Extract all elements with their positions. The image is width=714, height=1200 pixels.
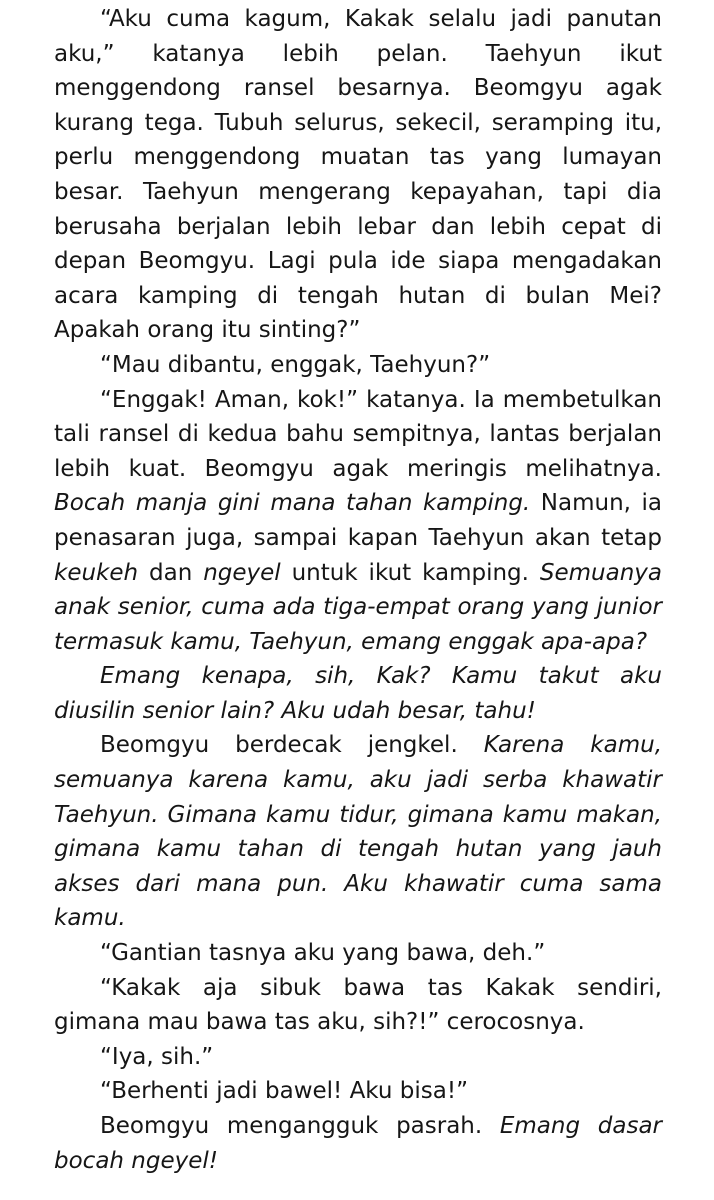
paragraph-5 [54,728,662,936]
italic-text-run: Bocah manja gini mana tahan kamping. [54,490,531,517]
text-run: “Gantian tasnya aku yang bawa, deh.” [100,940,546,967]
text-run: “Berhenti jadi bawel! Aku bisa!” [100,1078,469,1105]
italic-text-run: keukeh [54,559,139,586]
text-run: Beomgyu berdecak jengkel. [100,732,484,759]
italic-text-run: Karena kamu, semuanya karena kamu, aku jadi serba khawatir Taehyun. Gimana kamu tidur, gimana kamu makan, gimana kamu tahan di tengah hutan yang jauh akses dari mana pun. Aku khawatir cuma sama kamu. [54,732,663,932]
italic-text-run: Emang kenapa, sih, Kak? Kamu takut aku diusilin senior lain? Aku udah besar, tahu! [54,663,662,724]
text-run: “Mau dibantu, enggak, Taehyun?” [100,351,491,378]
text-run: “Enggak! Aman, kok!” katanya. Ia membetulkan tali ransel di kedua bahu sempitnya, lantas berjalan lebih kuat. Beomgyu agak meringis melihatnya. [54,386,662,482]
paragraph-10 [54,1109,662,1178]
text-run: “Aku cuma kagum, Kakak selalu jadi panutan aku,” katanya lebih pelan. Taehyun ikut menggendong ransel besarnya. Beomgyu agak kurang tega. Tubuh selurus, sekecil, seramping itu, perlu menggendong muatan tas yang lumayan besar. Taehyun mengerang kepayahan, tapi dia berusaha berjalan lebih lebar dan lebih cepat di depan Beomgyu. Lagi pula ide siapa mengadakan acara kamping di tengah hutan di bulan Mei? Apakah orang itu sinting?” [54,6,662,344]
text-run: dan [138,559,204,586]
paragraph-1 [54,2,662,348]
italic-text-run: Emang dasar bocah ngeyel! [54,1113,662,1174]
paragraph-9 [54,1074,662,1109]
text-run: “Iya, sih.” [100,1043,214,1070]
paragraph-2 [54,348,662,383]
paragraph-3 [54,383,662,660]
text-run: “Kakak aja sibuk bawa tas Kakak sendiri, gimana mau bawa tas aku, sih?!” cerocosnya. [54,974,662,1036]
text-run: Namun, ia penasaran juga, sampai kapan Taehyun akan tetap [54,490,662,551]
text-run: untuk ikut kamping. [280,559,540,586]
paragraph-8 [54,1040,662,1075]
italic-text-run: ngeyel [203,559,281,586]
paragraph-6 [54,936,662,971]
paragraph-4 [54,659,662,728]
text-run: Beomgyu mengangguk pasrah. [100,1113,500,1139]
italic-text-run: Semuanya anak senior, cuma ada tiga-empat orang yang junior termasuk kamu, Taehyun, emang enggak apa-apa? [54,559,662,655]
paragraph-7 [54,971,662,1040]
